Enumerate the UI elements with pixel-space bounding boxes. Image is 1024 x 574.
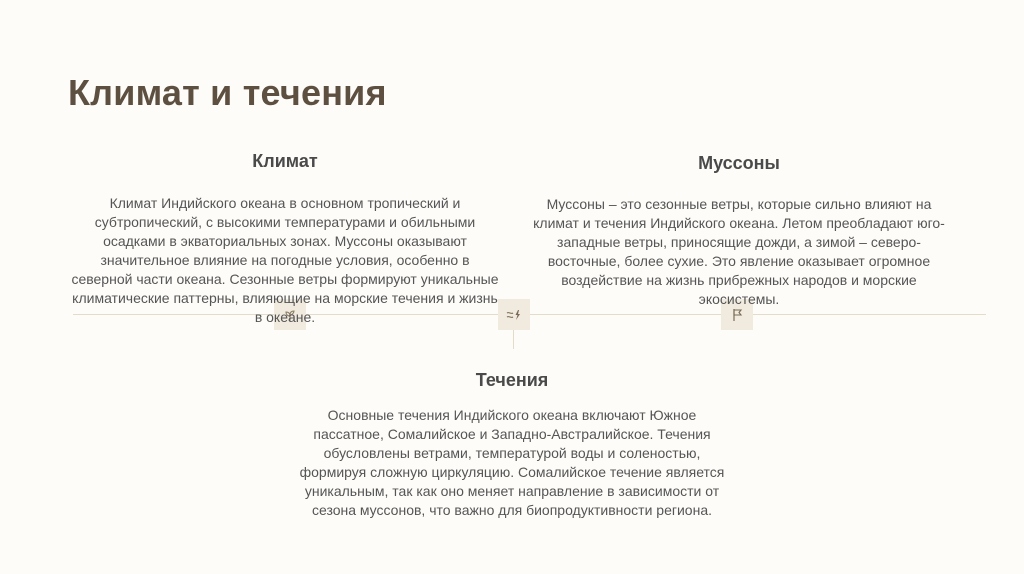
wind-lightning-icon <box>506 308 522 322</box>
section-text: Основные течения Индийского океана включают Южное пассатное, Сомалийское и Западно-Австралийское. Течения обусловлены ветрами, температурой воды и соленостью, формируя сложную циркуляцию. Сомалийское течение является уникальным, так как оно меняет направление в зависимости от сезона муссонов, что важно для биопродуктивности региона. <box>299 407 725 518</box>
section-heading: Муссоны <box>698 153 780 173</box>
section-monsoons <box>525 153 953 309</box>
flag-icon <box>730 308 744 322</box>
section-climate <box>70 151 500 327</box>
section-text: Муссоны – это сезонные ветры, которые сильно влияют на климат и течения Индийского океана. Летом преобладают юго-западные ветры, приносящие дожди, а зимой – северо-восточные, более сухие. Это явление оказывает огромное воздействие на жизнь прибрежных народов и морские экосистемы. <box>533 196 945 307</box>
section-currents <box>298 370 726 520</box>
section-heading: Климат <box>252 151 318 171</box>
timeline-stem <box>513 329 514 349</box>
section-heading: Течения <box>475 370 549 390</box>
slide-title: Климат и течения <box>68 72 387 113</box>
section-text: Климат Индийского океана в основном тропический и субтропический, с высокими температурами и обильными осадками в экваториальных зонах. Муссоны оказывают значительное влияние на погодные условия, особенно в северной части океана. Сезонные ветры формируют уникальные климатические паттерны, влияющие на морские течения и жизнь в океане. <box>71 195 499 325</box>
